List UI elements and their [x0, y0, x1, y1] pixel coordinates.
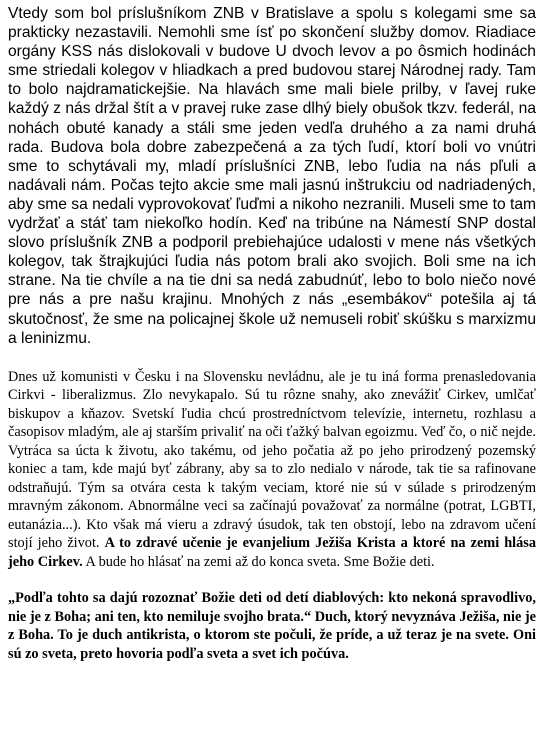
document-page: [8, 4, 536, 663]
paragraph-memoir: Vtedy som bol príslušníkom ZNB v Bratislave a spolu s kolegami sme sa prakticky nezastavili. Nemohli sme ísť po skončení služby domov. Riadiace orgány KSS nás dislokovali v budove U dvoch levov a po ôsmich hodinách sme striedali kolegov v hliadkach a pred budovou starej Národnej rady. Tam to bolo najdramatickejšie. Na hlavách sme mali biele prilby, v ľavej ruke každý z nás držal štít a v pravej ruke zase dlhý biely obušok tkzv. federál, na nohách obuté kanady a stáli sme jeden vedľa druhého a za nami druhá rada. Budova bola dobre zabezpečená a za tých ľudí, ktorí boli vo vnútri sme to schytávali my, mladí príslušníci ZNB, lebo ľudia na nás pľuli a nadávali nám. Počas tejto akcie sme mali jasnú inštrukciu od nadriadených, aby sme sa nedali vyprovokovať ľuďmi a nikoho nezranili. Museli sme to tam vydržať a stáť tam niekoľko hodín. Keď na tribúne na Námestí SNP dostal slovo príslušník ZNB a podporil prebiehajúce udalosti v mene nás všetkých kolegov, tak štrajkujúci ľudia nás potom brali ako svojich. Boli sme na ich strane. Na tie chvíle a na tie dni sa nedá zabudnúť, lebo to bolo niečo nové pre nás a pre našu krajinu. Mnohých z nás „esembákov“ potešila aj tá skutočnosť, že sme na policajnej škole už nemuseli robiť skúšku s marxizmu a leninizmu.: [8, 5, 536, 347]
paragraph-liberalism-tail: A bude ho hlásať na zemi až do konca sveta. Sme Božie deti.: [85, 553, 435, 570]
paragraph-liberalism-text: Dnes už komunisti v Česku i na Slovensku nevládnu, ale je tu iná forma prenasledovania Cirkvi - liberalizmus. Zlo nevykapalo. Sú tu rôzne snahy, ako znevážiť Cirkev, umlčať biskupov a kňazov. Svetskí ľudia chcú prostredníctvom televízie, internetu, rozhlasu a časopisov mladým, ale aj starším privaliť na oči ťažký balvan egoizmu. Veď čo, o nič nejde. Vytráca sa úcta k životu, ako takému, od jeho počatia až po jeho prirodzený pozemský koniec a tam, kde majú byť zábrany, aby sa to zlo nedialo v národe, tak tie sa rafinovane odstraňujú. Tým sa otvára cesta k takým veciam, ktoré nie sú v súlade s prirodzeným mravným zákonom. Abnormálne veci sa začínajú považovať za normálne (potrat, LGBTI, eutanázia...). Kto však má vieru a zdravý úsudok, tak ten obstojí, lebo na zdravom učení stojí jeho život.: [8, 368, 536, 552]
paragraph-liberalism: [8, 368, 536, 572]
paragraph-liberalism-bold: A to zdravé učenie je evanjelium Ježiša Krista a ktoré na zemi hlása jeho Cirkev.: [8, 535, 537, 570]
paragraph-scripture-quote: „Podľa tohto sa dajú rozoznať Božie deti od detí diablových: kto nekoná spravodlivo, nie je z Boha; ani ten, kto nemiluje svojho brata.“ Duch, ktorý nevyznáva Ježiša, nie je z Boha. To je duch antikrista, o ktorom ste počuli, že príde, a už teraz je na svete. Oni sú zo sveta, preto hovoria podľa sveta a svet ich počúva.: [8, 590, 536, 662]
